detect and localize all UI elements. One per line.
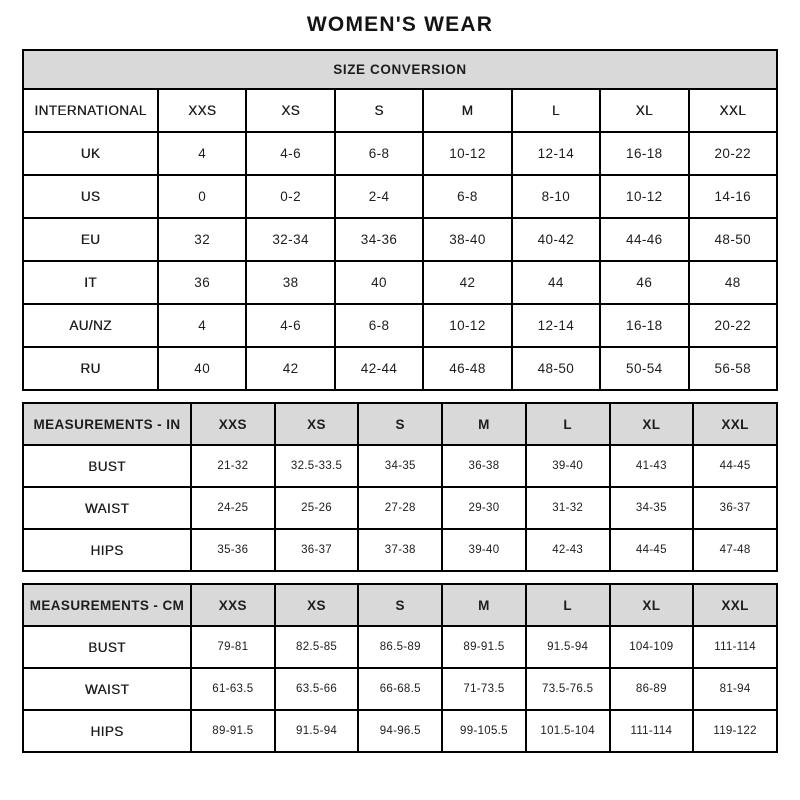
table-cell: 25-26: [275, 487, 359, 529]
table-cell: 4-6: [246, 304, 334, 347]
row-label-us: US: [23, 175, 158, 218]
row-label-it: IT: [23, 261, 158, 304]
table-cell: 86.5-89: [358, 626, 442, 668]
size-conversion-banner-row: [23, 50, 777, 89]
table-cell: 32-34: [246, 218, 334, 261]
table-cell: 89-91.5: [191, 710, 275, 752]
table-row-uk: [23, 132, 777, 175]
table-cell: 37-38: [358, 529, 442, 571]
table-cell: 42-44: [335, 347, 423, 390]
table-cell: 34-36: [335, 218, 423, 261]
table-cell: 48-50: [689, 218, 777, 261]
table-row-eu: [23, 218, 777, 261]
column-header-xs: XS: [275, 584, 359, 626]
column-header-s: S: [335, 89, 423, 132]
table-row-aunz: [23, 304, 777, 347]
measurements-in-header-row: [23, 403, 777, 445]
table-cell: 14-16: [689, 175, 777, 218]
table-row-waist-in: [23, 487, 777, 529]
table-cell: 38-40: [423, 218, 511, 261]
table-cell: 8-10: [512, 175, 600, 218]
row-label-bust: BUST: [23, 626, 191, 668]
measurements-in-table: [22, 402, 778, 572]
column-header-xs: XS: [246, 89, 334, 132]
table-cell: 40: [335, 261, 423, 304]
column-header-l: L: [526, 584, 610, 626]
row-label-waist: WAIST: [23, 487, 191, 529]
column-header-measurements-in: MEASUREMENTS - IN: [23, 403, 191, 445]
size-table-header-row: [23, 89, 777, 132]
table-cell: 82.5-85: [275, 626, 359, 668]
table-cell: 16-18: [600, 132, 688, 175]
table-cell: 119-122: [693, 710, 777, 752]
table-cell: 99-105.5: [442, 710, 526, 752]
table-cell: 0: [158, 175, 246, 218]
table-cell: 10-12: [423, 132, 511, 175]
column-header-xxs: XXS: [191, 584, 275, 626]
table-cell: 91.5-94: [526, 626, 610, 668]
table-cell: 56-58: [689, 347, 777, 390]
table-row-hips-in: [23, 529, 777, 571]
column-header-xxl: XXL: [693, 403, 777, 445]
table-cell: 36-37: [693, 487, 777, 529]
table-cell: 29-30: [442, 487, 526, 529]
row-label-bust: BUST: [23, 445, 191, 487]
column-header-xxs: XXS: [191, 403, 275, 445]
table-cell: 12-14: [512, 304, 600, 347]
table-cell: 104-109: [610, 626, 694, 668]
table-cell: 20-22: [689, 304, 777, 347]
table-cell: 44-45: [610, 529, 694, 571]
table-cell: 47-48: [693, 529, 777, 571]
table-cell: 4: [158, 304, 246, 347]
table-cell: 40-42: [512, 218, 600, 261]
table-cell: 34-35: [358, 445, 442, 487]
table-cell: 6-8: [335, 304, 423, 347]
table-cell: 36: [158, 261, 246, 304]
table-cell: 71-73.5: [442, 668, 526, 710]
row-label-hips: HIPS: [23, 529, 191, 571]
table-cell: 94-96.5: [358, 710, 442, 752]
page-title: WOMEN'S WEAR: [306, 13, 494, 36]
column-header-s: S: [358, 403, 442, 445]
table-cell: 73.5-76.5: [526, 668, 610, 710]
table-cell: 46: [600, 261, 688, 304]
table-row-waist-cm: [23, 668, 777, 710]
table-cell: 40: [158, 347, 246, 390]
row-label-waist: WAIST: [23, 668, 191, 710]
table-cell: 41-43: [610, 445, 694, 487]
table-cell: 89-91.5: [442, 626, 526, 668]
table-cell: 38: [246, 261, 334, 304]
table-cell: 61-63.5: [191, 668, 275, 710]
row-label-ru: RU: [23, 347, 158, 390]
measurements-cm-header-row: [23, 584, 777, 626]
table-cell: 42: [423, 261, 511, 304]
table-cell: 63.5-66: [275, 668, 359, 710]
column-header-l: L: [526, 403, 610, 445]
table-cell: 10-12: [600, 175, 688, 218]
table-cell: 44-46: [600, 218, 688, 261]
column-header-xl: XL: [600, 89, 688, 132]
table-cell: 39-40: [526, 445, 610, 487]
table-cell: 42-43: [526, 529, 610, 571]
table-cell: 91.5-94: [275, 710, 359, 752]
table-cell: 39-40: [442, 529, 526, 571]
table-cell: 48: [689, 261, 777, 304]
table-cell: 86-89: [610, 668, 694, 710]
table-cell: 21-32: [191, 445, 275, 487]
table-cell: 35-36: [191, 529, 275, 571]
column-header-m: M: [442, 403, 526, 445]
table-cell: 6-8: [423, 175, 511, 218]
table-row-ru: [23, 347, 777, 390]
column-header-measurements-cm: MEASUREMENTS - CM: [23, 584, 191, 626]
table-row-bust-in: [23, 445, 777, 487]
table-cell: 81-94: [693, 668, 777, 710]
table-cell: 44: [512, 261, 600, 304]
table-cell: 4-6: [246, 132, 334, 175]
table-cell: 32.5-33.5: [275, 445, 359, 487]
column-header-m: M: [442, 584, 526, 626]
row-label-uk: UK: [23, 132, 158, 175]
table-cell: 32: [158, 218, 246, 261]
size-conversion-table: [22, 49, 778, 391]
table-cell: 111-114: [610, 710, 694, 752]
row-label-hips: HIPS: [23, 710, 191, 752]
column-header-xxs: XXS: [158, 89, 246, 132]
table-cell: 16-18: [600, 304, 688, 347]
table-cell: 10-12: [423, 304, 511, 347]
row-label-aunz: AU/NZ: [23, 304, 158, 347]
table-row-it: [23, 261, 777, 304]
table-cell: 48-50: [512, 347, 600, 390]
table-cell: 12-14: [512, 132, 600, 175]
column-header-xs: XS: [275, 403, 359, 445]
table-cell: 42: [246, 347, 334, 390]
size-conversion-banner: SIZE CONVERSION: [23, 50, 777, 89]
table-cell: 44-45: [693, 445, 777, 487]
column-header-s: S: [358, 584, 442, 626]
table-cell: 46-48: [423, 347, 511, 390]
measurements-cm-table: [22, 583, 778, 753]
column-header-l: L: [512, 89, 600, 132]
table-row-bust-cm: [23, 626, 777, 668]
column-header-xxl: XXL: [689, 89, 777, 132]
table-cell: 6-8: [335, 132, 423, 175]
table-cell: 36-37: [275, 529, 359, 571]
column-header-international: INTERNATIONAL: [23, 89, 158, 132]
table-cell: 50-54: [600, 347, 688, 390]
table-cell: 101.5-104: [526, 710, 610, 752]
table-cell: 4: [158, 132, 246, 175]
column-header-xl: XL: [610, 403, 694, 445]
table-cell: 79-81: [191, 626, 275, 668]
table-cell: 20-22: [689, 132, 777, 175]
table-cell: 66-68.5: [358, 668, 442, 710]
table-cell: 111-114: [693, 626, 777, 668]
column-header-xxl: XXL: [693, 584, 777, 626]
table-cell: 2-4: [335, 175, 423, 218]
table-row-us: [23, 175, 777, 218]
column-header-m: M: [423, 89, 511, 132]
table-cell: 36-38: [442, 445, 526, 487]
table-cell: 24-25: [191, 487, 275, 529]
table-row-hips-cm: [23, 710, 777, 752]
table-cell: 27-28: [358, 487, 442, 529]
table-cell: 31-32: [526, 487, 610, 529]
column-header-xl: XL: [610, 584, 694, 626]
table-cell: 34-35: [610, 487, 694, 529]
row-label-eu: EU: [23, 218, 158, 261]
table-cell: 0-2: [246, 175, 334, 218]
